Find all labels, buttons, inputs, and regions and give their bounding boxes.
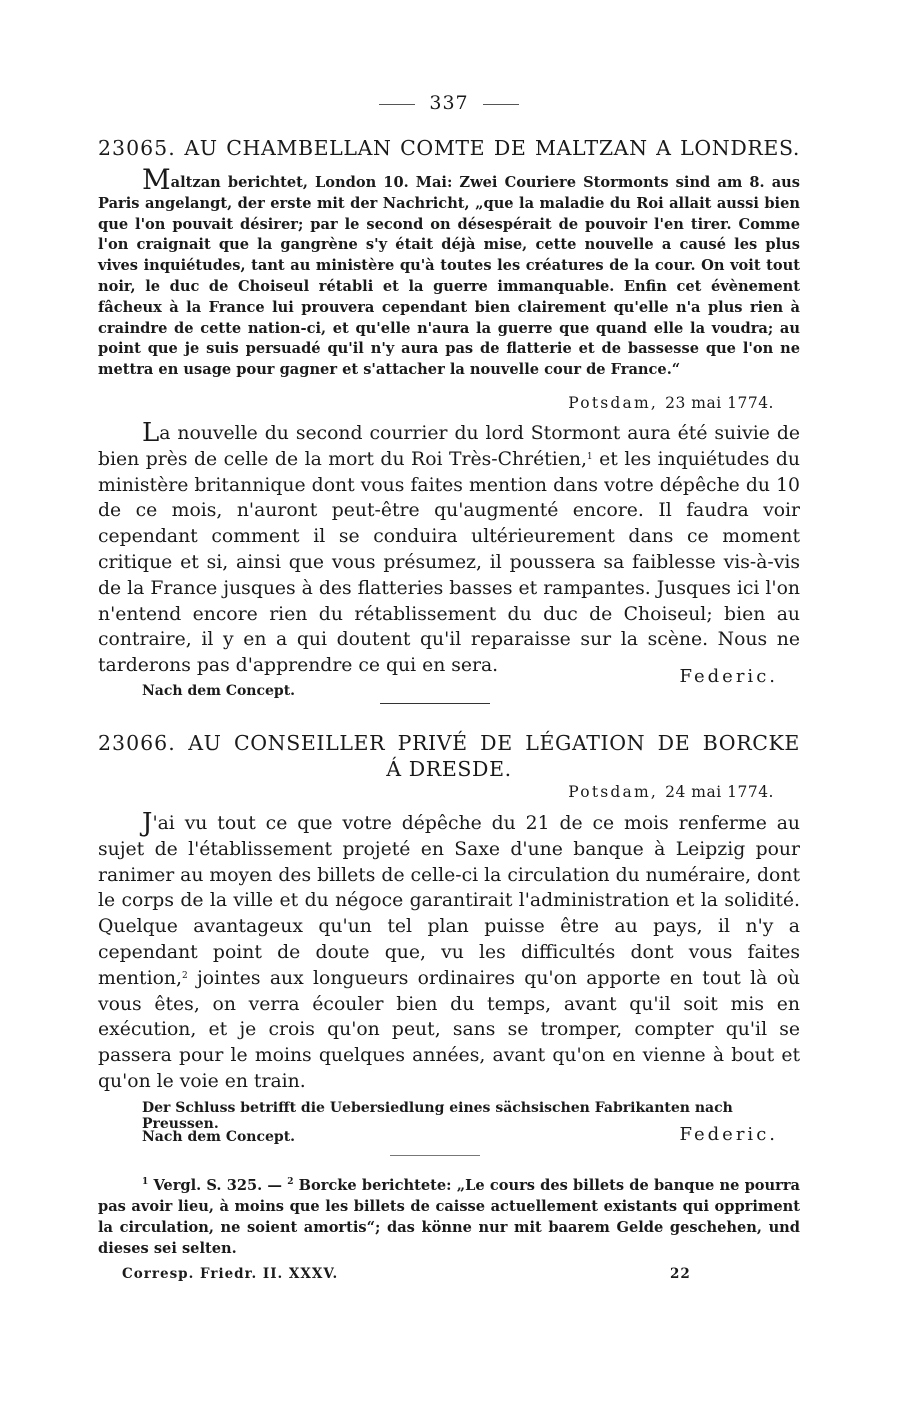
- summary-initial: M: [142, 163, 171, 196]
- dateline-date: 24 mai 1774.: [665, 783, 774, 801]
- footnote-ref-2: 2: [181, 970, 188, 981]
- footnote-mark-1: 1: [142, 1177, 149, 1187]
- signature: Federic.: [679, 666, 778, 687]
- signature: Federic.: [679, 1124, 778, 1145]
- body-text-part1: a nouvelle du second courrier du lord Stormont aura été suivie de bien près de celle de la mort du Roi Très-Chrétien,: [98, 423, 800, 470]
- letter-number: 23065.: [98, 136, 176, 160]
- letter-heading: [98, 730, 800, 756]
- footnote-2: Borcke berichtete: „Le cours des billets de banque ne pourra pas avoir lieu, à moins que les billets de caisse actuellement existants qui oppriment la circulation, ne soient amortis“; das könne nur mit baarem Gelde geschehen, und dieses sei selten.: [98, 1177, 800, 1257]
- header-rule-right: [483, 104, 519, 105]
- section-rule: [390, 1155, 480, 1156]
- letter-heading: [98, 135, 800, 161]
- footnote-mark-2: 2: [287, 1177, 294, 1187]
- body-initial: J: [142, 808, 153, 838]
- letter-number: 23066.: [98, 731, 176, 755]
- body-text-part2: jointes aux longueurs ordinaires qu'on apporte en tout là où vous êtes, on verra écouler bien du temps, avant qu'il soit mis en exécution, et je crois qu'on peut, sans se tromper, compter qu'il se passera pour le moins quelques années, avant qu'on en vienne à bout et qu'on le voie en train.: [98, 967, 800, 1092]
- source-note: Nach dem Concept.: [142, 1129, 296, 1145]
- body-initial: L: [142, 418, 160, 448]
- page-header: [98, 92, 800, 114]
- dateline-place: Potsdam,: [568, 394, 658, 412]
- dateline-place: Potsdam,: [568, 783, 658, 801]
- letter-title-line2: Á DRESDE.: [386, 757, 512, 781]
- body-text-part2: et les inquiétudes du ministère britannique dont vous faites mention dans votre dépêche du 10 de ce mois, n'auront peut-être qu'augmenté encore. Il faudra voir cependant comment il se conduira ultérieurement dans ce moment critique et si, ainsi que vous présumez, il poussera sa faiblesse vis-à-vis de la France jusques à des flatteries basses et rampantes. Jusques ici l'on n'entend encore rien du rétablissement du duc de Choiseul; bien au contraire, il y en a qui doutent qu'il reparaisse sur la scène. Nous ne tarderons pas d'apprendre ce qui en sera.: [98, 448, 800, 677]
- source-note: Nach dem Concept.: [142, 683, 296, 699]
- letter-title: AU CONSEILLER PRIVÉ DE LÉGATION DE BORCKE: [188, 731, 800, 755]
- closing-note: Der Schluss betrifft die Uebersiedlung eines sächsischen Fabrikanten nach Preussen.: [142, 1100, 733, 1132]
- dateline-date: 23 mai 1774.: [665, 394, 774, 412]
- header-rule-left: [379, 104, 415, 105]
- letter-body: [98, 418, 800, 679]
- footnote-1: Vergl. S. 325. —: [148, 1177, 288, 1194]
- section-rule: [380, 703, 490, 704]
- page-number: 337: [429, 92, 469, 114]
- letter-body: [98, 808, 800, 1095]
- summary-text: altzan berichtet, London 10. Mai: Zwei Couriere Stormonts sind am 8. aus Paris angelangt, der erste mit der Nachricht, „que la maladie du Roi allait aussi bien que l'on pouvait désirer; par le second on désespérait de pouvoir l'en tirer. Comme l'on craignait que la gangrène s'y était déjà mise, cette nouvelle a causé les plus vives inquiétudes, tant au ministère qu'à toutes les créatures de la cour. On voit tout noir, le duc de Choiseul rétabli et la guerre immanquable. Enfin cet évènement fâcheux à la France lui prouvera cependant bien clairement qu'elle n'a plus rien à craindre de cette nation-ci, et qu'elle n'aura la guerre que quand elle la voudra; au point que je suis persuadé qu'il n'y aura pas de flatterie et de bassesse que l'on ne mettra en usage pour gagner et s'attacher la nouvelle cour de France.“: [98, 174, 800, 379]
- footnotes: [98, 1175, 800, 1259]
- footnote-ref-1: 1: [586, 451, 593, 462]
- body-text-part1: 'ai vu tout ce que votre dépêche du 21 de ce mois renferme au sujet de l'établissement projeté en Saxe d'une banque à Leipzig pour ranimer au moyen des billets de celle-ci la circulation du numéraire, dont le corps de la ville et du négoce garantirait l'administration et la solidité. Quelque avantageux qu'un tel plan puisse être au pays, il n'y a cependant point de doute que, vu les difficultés dont vous faites mention,: [98, 813, 800, 989]
- letter-summary: [98, 163, 800, 381]
- letter-title: AU CHAMBELLAN COMTE DE MALTZAN A LONDRES.: [184, 136, 800, 160]
- dateline: [568, 394, 774, 412]
- sheet-number: 22: [670, 1266, 691, 1282]
- printer-signature: Corresp. Friedr. II. XXXV.: [122, 1266, 339, 1282]
- dateline: [568, 783, 774, 801]
